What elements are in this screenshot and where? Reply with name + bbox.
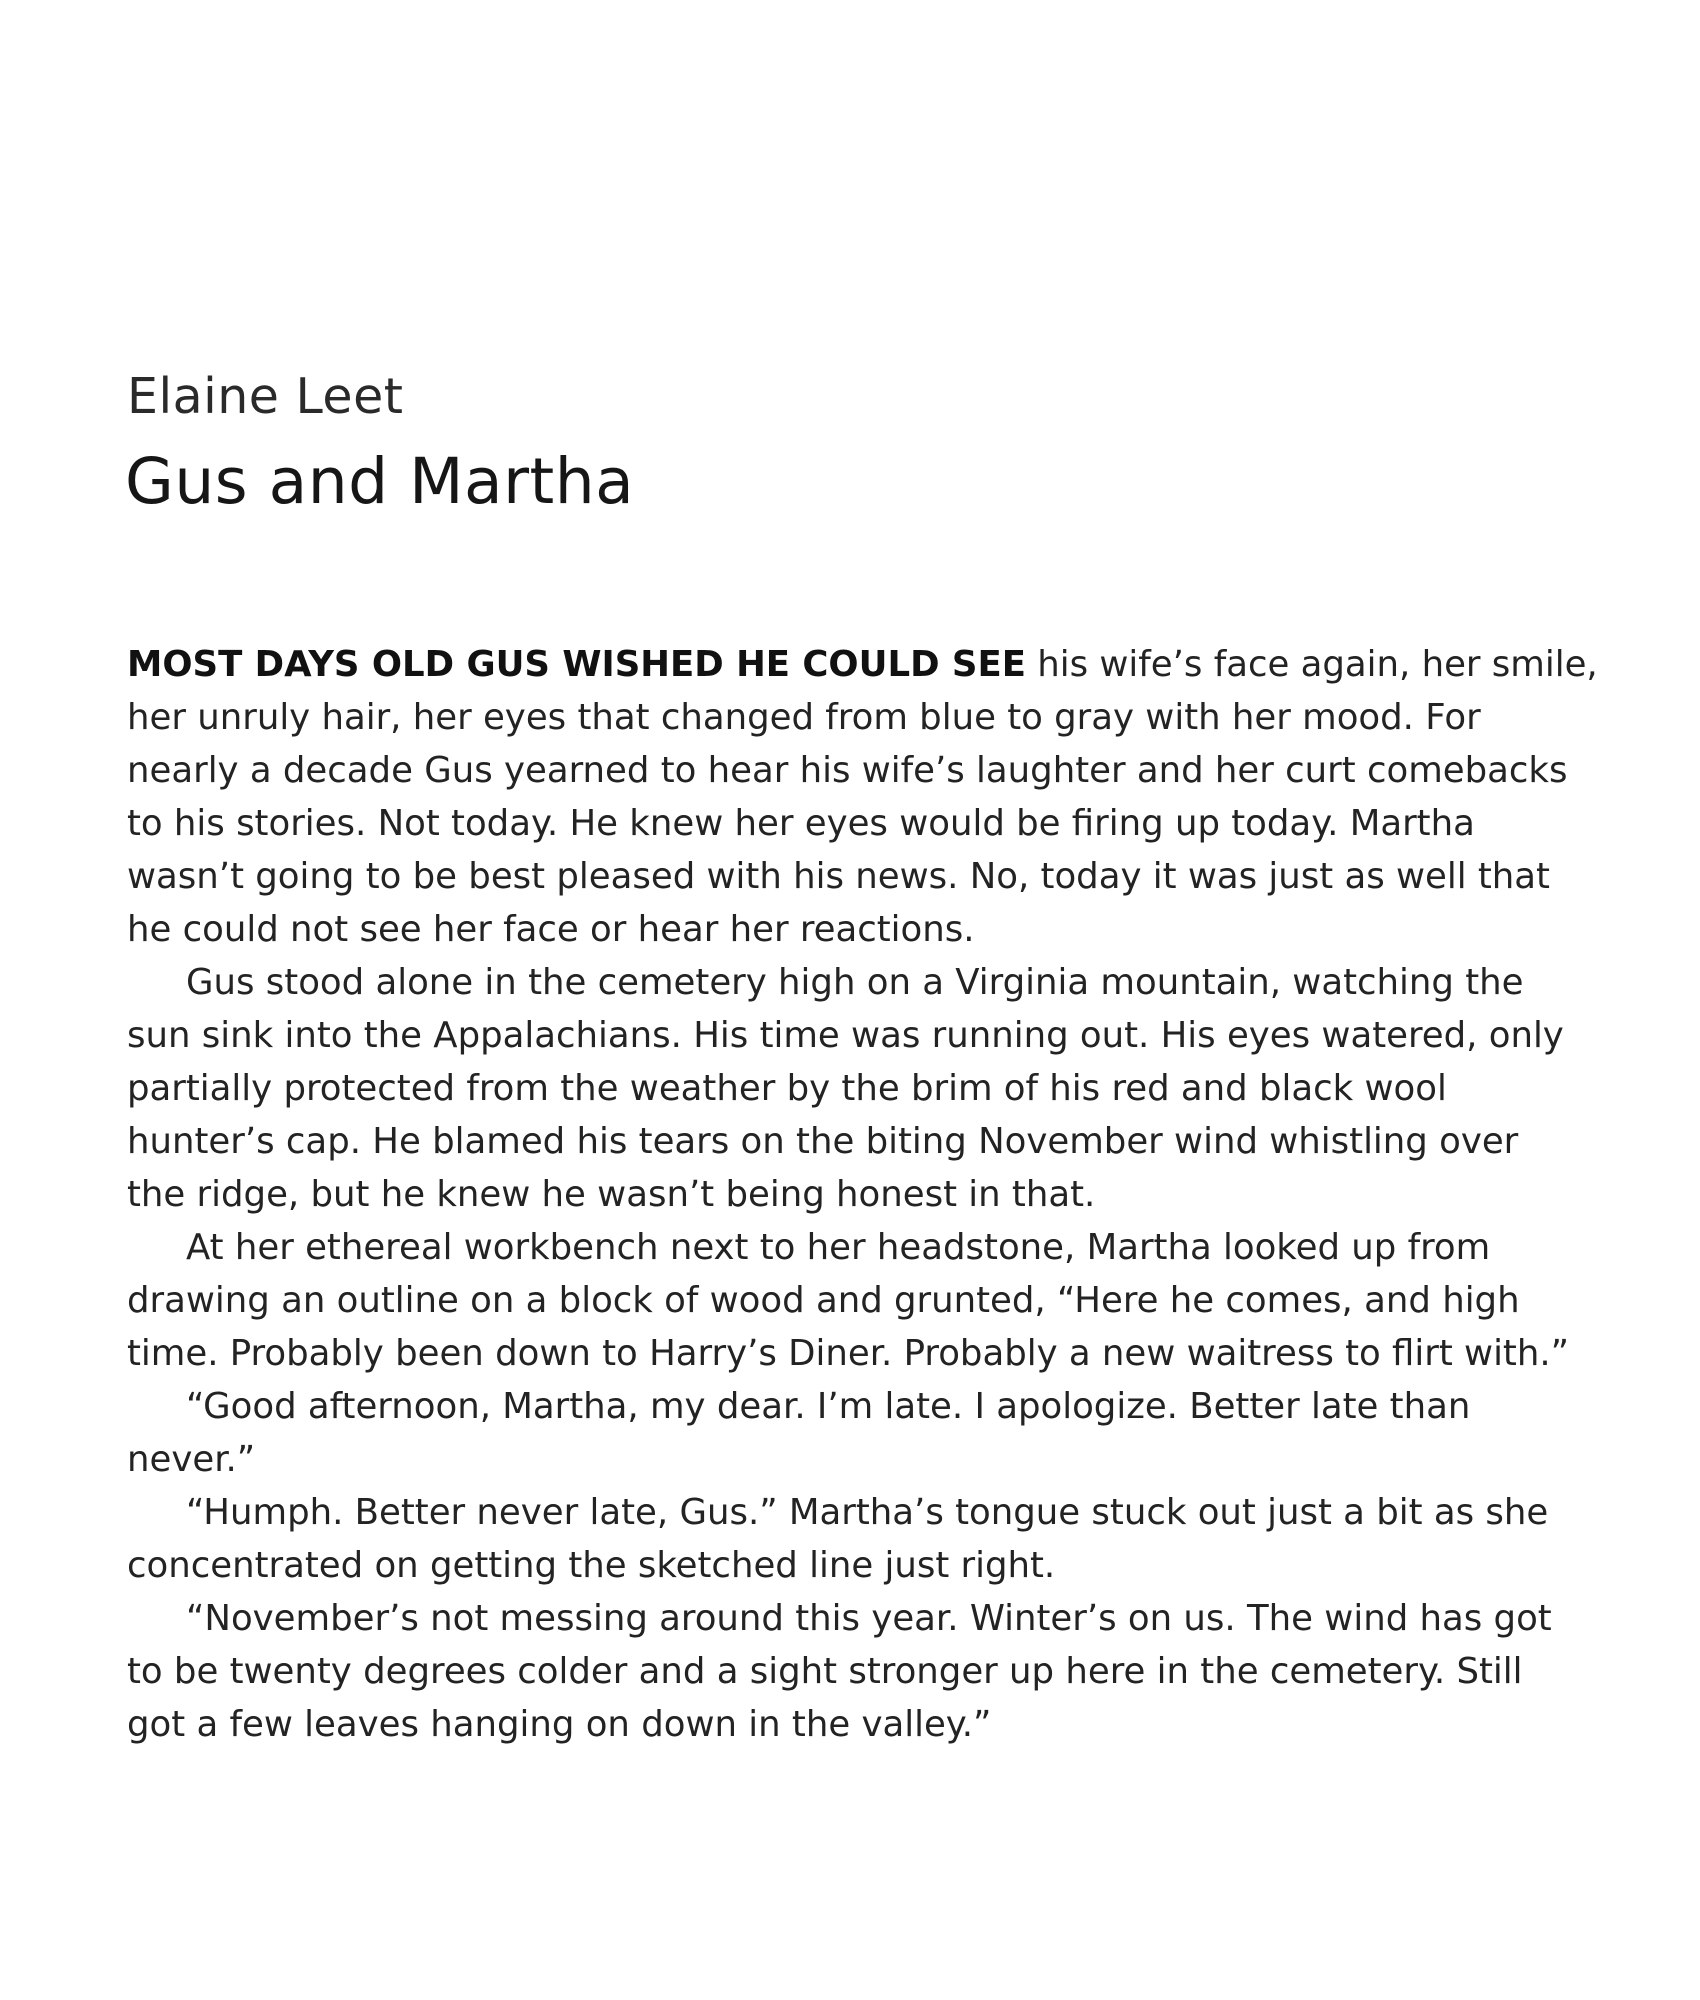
story-title: Gus and Martha [125, 445, 635, 518]
body-line: concentrated on getting the sketched line just right. [127, 1545, 1056, 1586]
author-name: Elaine Leet [127, 368, 404, 425]
body-line: time. Probably been down to Harry’s Diner. Probably a new waitress to flirt with.” [127, 1333, 1570, 1374]
body-line: sun sink into the Appalachians. His time was running out. His eyes watered, only [127, 1015, 1564, 1056]
body-line: her unruly hair, her eyes that changed from blue to gray with her mood. For [127, 697, 1481, 738]
body-line: hunter’s cap. He blamed his tears on the biting November wind whistling over [127, 1121, 1519, 1162]
lead-in-caps: MOST DAYS OLD GUS WISHED HE COULD SEE [127, 644, 1026, 685]
body-line: never.” [127, 1439, 256, 1480]
body-line: to his stories. Not today. He knew her eyes would be firing up today. Martha [127, 803, 1475, 844]
body-line: drawing an outline on a block of wood and grunted, “Here he comes, and high [127, 1280, 1520, 1321]
body-line: nearly a decade Gus yearned to hear his wife’s laughter and her curt comebacks [127, 750, 1568, 791]
body-line: got a few leaves hanging on down in the valley.” [127, 1704, 992, 1745]
body-line: to be twenty degrees colder and a sight stronger up here in the cemetery. Still [127, 1651, 1523, 1692]
paragraph-first-line: At her ethereal workbench next to her headstone, Martha looked up from [186, 1227, 1491, 1268]
body-line: wasn’t going to be best pleased with his news. No, today it was just as well that [127, 856, 1550, 897]
body-line: the ridge, but he knew he wasn’t being honest in that. [127, 1174, 1096, 1215]
paragraph-first-line: “Good afternoon, Martha, my dear. I’m late. I apologize. Better late than [186, 1386, 1471, 1427]
paragraph-first-line: “Humph. Better never late, Gus.” Martha’s tongue stuck out just a bit as she [186, 1492, 1549, 1533]
body-line: partially protected from the weather by the brim of his red and black wool [127, 1068, 1447, 1109]
body-line: he could not see her face or hear her reactions. [127, 909, 975, 950]
body-line [127, 638, 1598, 691]
paragraph-first-line: Gus stood alone in the cemetery high on a Virginia mountain, watching the [186, 962, 1524, 1003]
body-line-text: his wife’s face again, her smile, [1025, 644, 1598, 685]
paragraph-first-line: “November’s not messing around this year. Winter’s on us. The wind has got [186, 1598, 1552, 1639]
